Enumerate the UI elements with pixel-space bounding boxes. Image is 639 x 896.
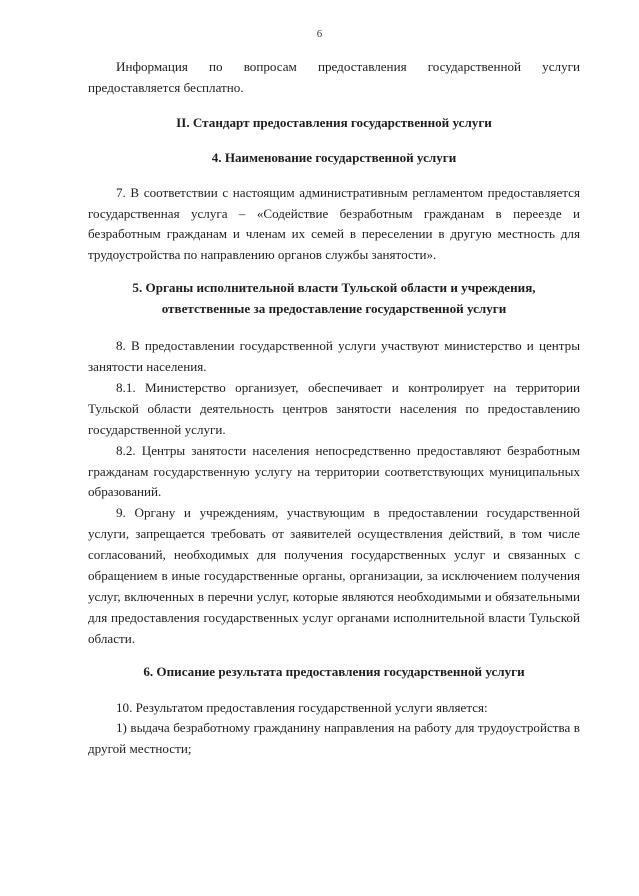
section-4-heading: 4. Наименование государственной услуги [211,149,457,165]
document-body [88,57,580,760]
paragraph-8-2: 8.2. Центры занятости населения непосредственно предоставляют безработным гражданам государственную услугу на территории соответствующих муниципальных образований. [88,442,580,500]
paragraph-8-1: 8.1. Министерство организует, обеспечивает и контролирует на территории Тульской области деятельность центров занятости населения по предоставлению государственной услуги. [88,379,580,437]
intro-paragraph: Информация по вопросам предоставления государственной услуги предоставляется бесплатно. [88,59,580,95]
paragraph-10: 10. Результатом предоставления государственной услуги является: [116,699,488,715]
page-number: 6 [316,28,323,40]
section-6-heading: 6. Описание результата предоставления государственной услуги [143,663,525,679]
section-5-heading: 5. Органы исполнительной власти Тульской области и учреждения, ответственные за предоставление государственной услуги [132,280,536,317]
paragraph-8: 8. В предоставлении государственной услуги участвуют министерство и центры занятости населения. [88,338,580,374]
part-heading: II. Стандарт предоставления государственной услуги [176,114,492,130]
paragraph-10-item-1: 1) выдача безработному гражданину направления на работу для трудоустройства в другой местности; [88,720,580,757]
paragraph-7: 7. В соответствии с настоящим административным регламентом предоставляется государственная услуга – «Содействие безработным гражданам в переезде и безработным гражданам и членам их семей в переселении в другую местность для трудоустройства по направлению органов службы занятости». [88,184,580,263]
paragraph-9: 9. Органу и учреждениям, участвующим в предоставлении государственной услуги, запрещается требовать от заявителей осуществления действий, в том числе согласований, необходимых для получения государственных услуг и связанных с обращением в иные государственные органы, организации, за исключением получения услуг, включенных в перечни услуг, которые являются необходимыми и обязательными для предоставления государственных услуг органами исполнительной власти Тульской области. [88,505,580,646]
